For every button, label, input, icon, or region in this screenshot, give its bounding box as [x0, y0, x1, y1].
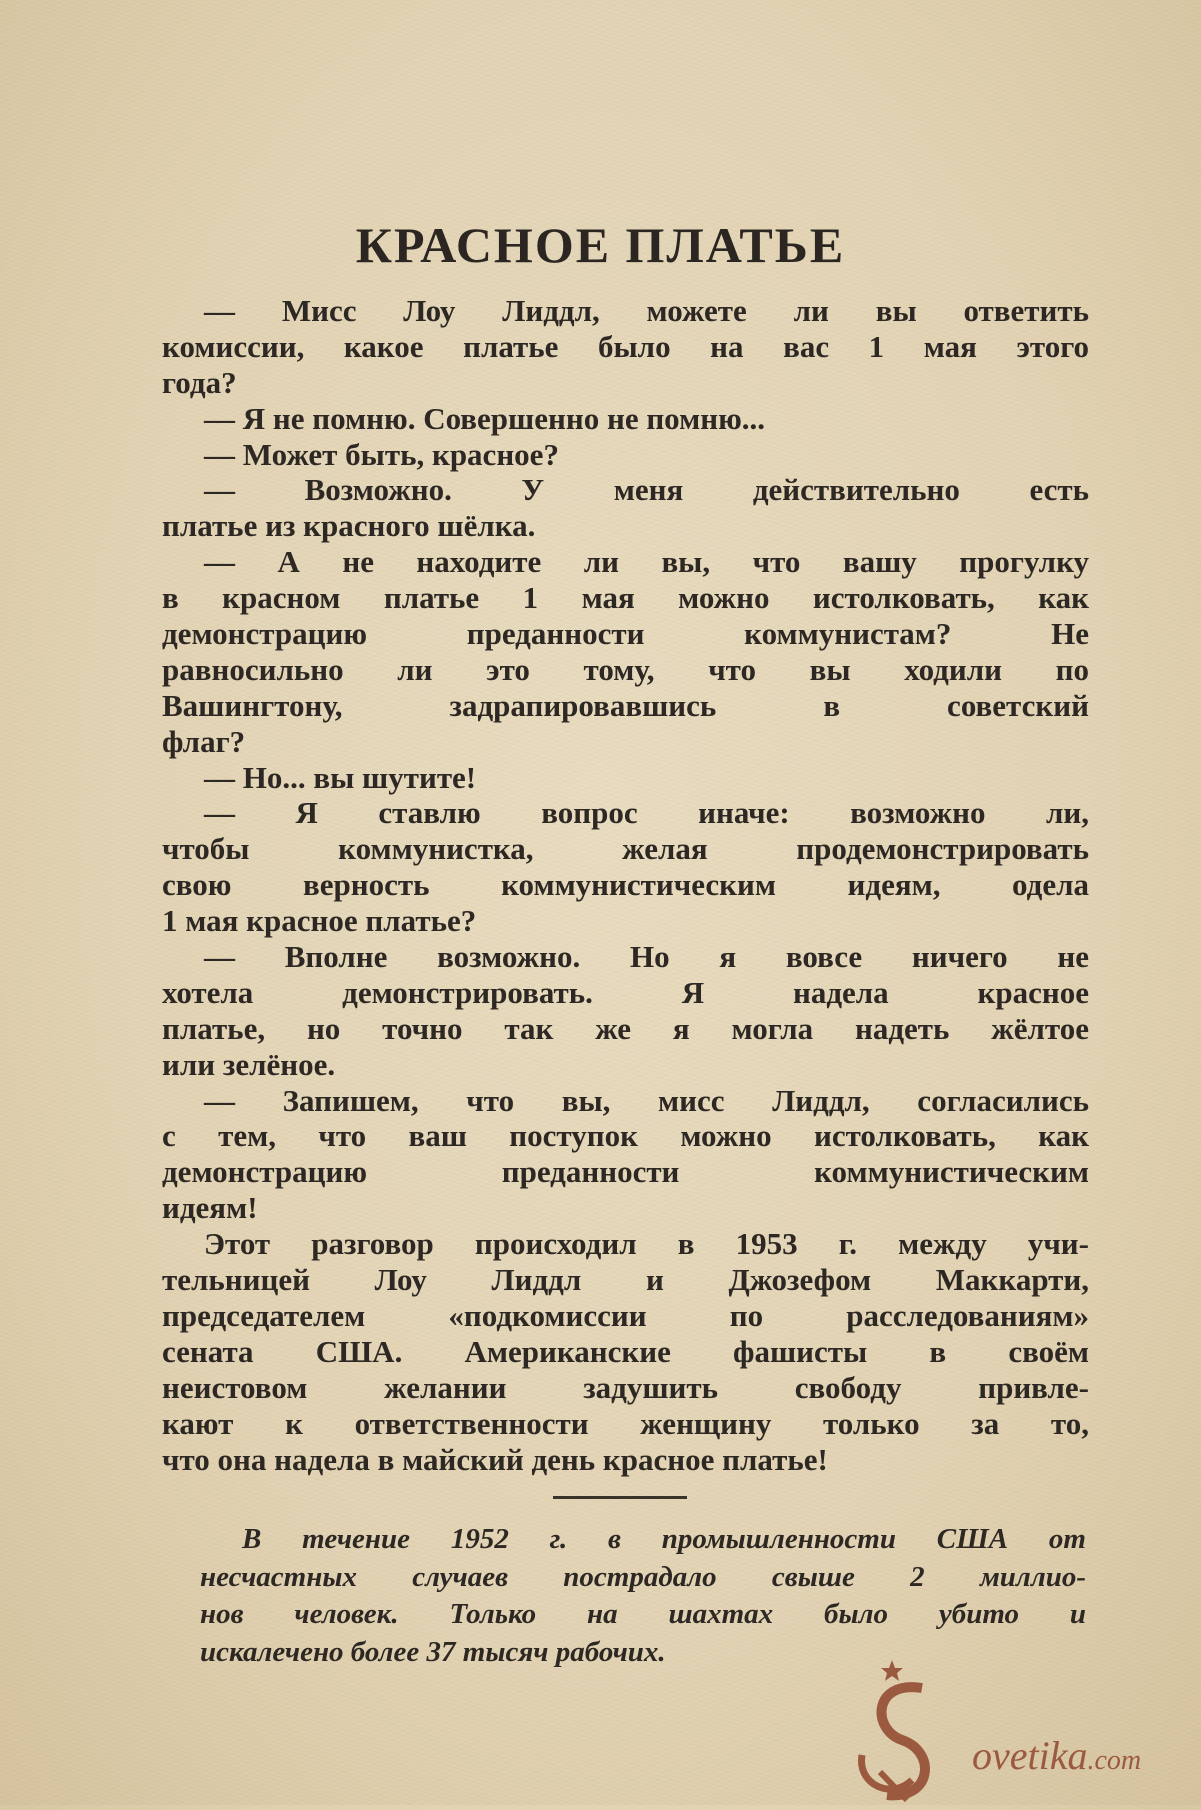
text-line: свою верность коммунистическим идеям, одела — [162, 867, 1089, 903]
text-line: хотела демонстрировать. Я надела красное — [162, 974, 1089, 1010]
text-line: — Запишем, что вы, мисс Лиддл, согласились — [204, 1082, 1089, 1118]
article-body — [162, 293, 1089, 1477]
text-line: кают к ответственности женщину только за то, — [162, 1405, 1089, 1441]
text-line: идеям! — [162, 1190, 258, 1226]
text-line: в красном платье 1 мая можно истолковать, как — [162, 580, 1089, 616]
text-line: демонстрацию преданности коммунистам? Не — [162, 616, 1089, 652]
text-line: с тем, что ваш поступок можно истолковать, как — [162, 1118, 1089, 1154]
star-hammer-sickle-s-icon — [852, 1660, 992, 1805]
page-title: КРАСНОЕ ПЛАТЬЕ — [355, 217, 846, 273]
text-line: Этот разговор происходил в 1953 г. между учи- — [204, 1226, 1089, 1262]
watermark-main: ovetika — [972, 1733, 1088, 1778]
text-line: неистовом желании задушить свободу привле- — [162, 1369, 1089, 1405]
text-line: года? — [162, 364, 237, 400]
text-line: — Но... вы шутите! — [204, 759, 477, 795]
text-line: флаг? — [162, 723, 246, 759]
footnote-line: искалечено более 37 тысяч рабочих. — [200, 1635, 666, 1668]
text-line: платье из красного шёлка. — [162, 508, 536, 544]
footnote-line: В течение 1952 г. в промышленности США от — [242, 1523, 1086, 1555]
text-line: — Я не помню. Совершенно не помню... — [204, 400, 766, 436]
text-line: 1 мая красное платье? — [162, 903, 477, 939]
watermark-text — [972, 1732, 1141, 1779]
text-line: или зелёное. — [162, 1046, 336, 1082]
text-line: сената США. Американские фашисты в своём — [162, 1333, 1089, 1369]
text-line: — А не находите ли вы, что вашу прогулку — [204, 544, 1089, 580]
divider — [553, 1496, 687, 1499]
sovetika-watermark-logo — [852, 1660, 1192, 1805]
text-line: — Мисс Лоу Лиддл, можете ли вы ответить — [204, 293, 1089, 328]
text-line: — Возможно. У меня действительно есть — [204, 472, 1089, 508]
text-line: — Я ставлю вопрос иначе: возможно ли, — [204, 795, 1089, 831]
text-line: комиссии, какое платье было на вас 1 мая этого — [162, 328, 1089, 364]
text-line: тельницей Лоу Лиддл и Джозефом Маккарти, — [162, 1262, 1089, 1298]
text-line: что она надела в майский день красное платье! — [162, 1441, 828, 1477]
text-line: председателем «подкомиссии по расследованиям» — [162, 1297, 1089, 1333]
text-line: равносильно ли это тому, что вы ходили по — [162, 651, 1089, 687]
text-line: — Вполне возможно. Но я вовсе ничего не — [204, 939, 1089, 975]
text-line: — Может быть, красное? — [204, 436, 559, 472]
text-line: Вашингтону, задрапировавшись в советский — [162, 687, 1089, 723]
text-line: демонстрацию преданности коммунистическим — [162, 1154, 1089, 1190]
footnote-line: несчастных случаев пострадало свыше 2 миллио- — [200, 1560, 1086, 1593]
footnote — [200, 1521, 1086, 1671]
text-line: платье, но точно так же я могла надеть жёлтое — [162, 1010, 1089, 1046]
text-line: чтобы коммунистка, желая продемонстрировать — [162, 831, 1089, 867]
footnote-line: нов человек. Только на шахтах было убито и — [200, 1598, 1086, 1631]
watermark-suffix: .com — [1087, 1745, 1142, 1776]
